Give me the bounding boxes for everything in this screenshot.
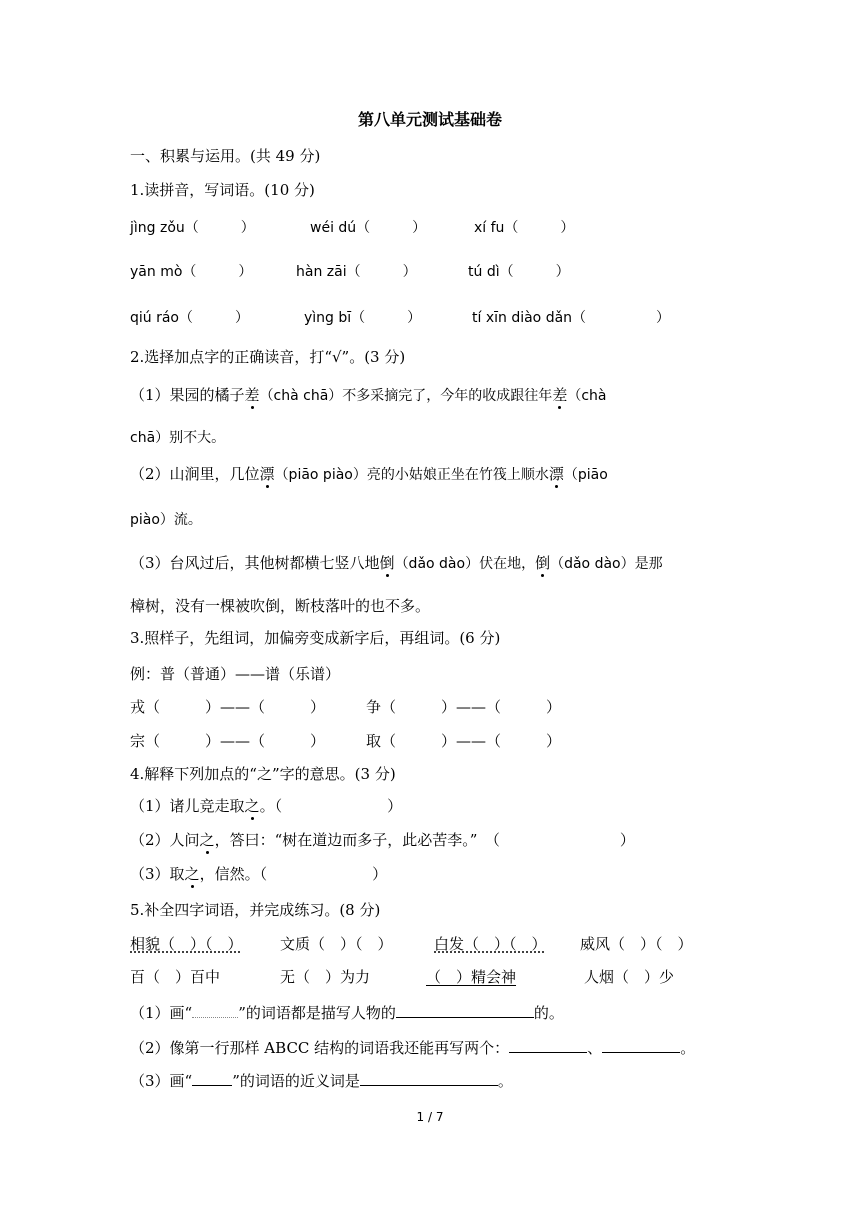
question-2-sentence-2-cont: piào）流。: [130, 512, 202, 528]
word-item: 取（ ）——（ ）: [366, 732, 562, 750]
dotted-char: 差: [552, 386, 568, 404]
idiom-item: 无（ ）为力: [280, 968, 371, 986]
dotted-char: 差: [244, 386, 260, 404]
question-5-heading: 5.补全四字词语，并完成练习。(8 分): [130, 901, 381, 919]
answer-blank[interactable]: [509, 1037, 587, 1053]
word-item: 宗（ ）——（ ）: [130, 732, 326, 750]
question-5-part-1: （1）画“ ”的词语都是描写人物的 的。: [130, 1004, 564, 1022]
idiom-item: 百（ ）百中: [130, 968, 221, 986]
question-3-heading: 3.照样子，先组词，加偏旁变成新字后，再组词。(6 分): [130, 629, 501, 647]
dotted-char: 之: [244, 797, 260, 815]
answer-blank[interactable]: [360, 1070, 498, 1086]
answer-blank[interactable]: [602, 1037, 680, 1053]
pinyin-item: tí xīn diào dǎn（ ）: [472, 310, 671, 326]
question-2-sentence-3: （3）台风过后，其他树都横七竖八地倒（dǎo dào）伏在地，倒（dǎo dào）是那: [130, 554, 663, 572]
pinyin-item: yān mò（ ）: [130, 264, 253, 280]
question-5-part-2: （2）像第一行那样 ABCC 结构的词语我还能再写两个： 、 。: [130, 1039, 696, 1057]
answer-blank[interactable]: [396, 1002, 534, 1018]
question-2-heading: 2.选择加点字的正确读音，打“√”。(3 分): [130, 348, 406, 366]
idiom-item: 文质（ ）（ ）: [280, 935, 393, 953]
pinyin-item: tú dì（ ）: [468, 264, 570, 280]
question-2-sentence-2: （2）山涧里，几位漂（piāo piào）亮的小姑娘正坐在竹筏上顺水漂（piāo: [130, 465, 608, 483]
question-3-example: 例：普（普通）——谱（乐谱）: [130, 665, 341, 683]
pinyin-item: jìng zǒu（ ）: [130, 220, 255, 236]
page-title: 第八单元测试基础卷: [357, 110, 502, 129]
solid-underline-sample: [192, 1070, 232, 1086]
idiom-item: （ ）精会神: [426, 968, 517, 986]
word-item: 戎（ ）——（ ）: [130, 698, 326, 716]
dotted-char: 漂: [548, 465, 564, 483]
dotted-char: 倒: [535, 554, 551, 572]
question-2-sentence-3-cont: 樟树，没有一棵被吹倒，断枝落叶的也不多。: [130, 597, 431, 615]
question-2-sentence-1-cont: chā）别不大。: [130, 430, 226, 446]
dotted-char: 之: [199, 831, 215, 849]
pinyin-item: hàn zāi（ ）: [296, 264, 417, 280]
dotted-char: 漂: [259, 465, 275, 483]
pinyin-item: qiú ráo（ ）: [130, 310, 249, 326]
question-2-sentence-1: （1）果园的橘子差（chà chā）不多采摘完了，今年的收成跟往年差（chà: [130, 386, 607, 404]
dotted-underline-sample: [192, 1002, 238, 1018]
question-4-line-3: （3）取之，信然。（ ）: [130, 865, 388, 883]
question-4-heading: 4.解释下列加点的“之”字的意思。(3 分): [130, 765, 396, 783]
idiom-item: 人烟（ ）少: [584, 968, 675, 986]
pinyin-item: wéi dú（ ）: [310, 220, 427, 236]
section-heading: 一、积累与运用。(共 49 分): [130, 147, 321, 165]
idiom-item: 白发（ ）（ ）: [434, 935, 547, 953]
question-1-heading: 1.读拼音，写词语。(10 分): [130, 181, 315, 199]
page-number: 1 / 7: [416, 1110, 444, 1124]
pinyin-item: xí fu（ ）: [474, 220, 575, 236]
dotted-char: 倒: [379, 554, 395, 572]
question-4-line-2: （2）人问之，答曰：“树在道边而多子，此必苦李。” （ ）: [130, 831, 635, 849]
idiom-item: 威风（ ）（ ）: [580, 935, 693, 953]
question-5-part-3: （3）画“ ”的词语的近义词是 。: [130, 1072, 513, 1090]
idiom-item: 相貌（ ）（ ）: [130, 935, 243, 953]
question-4-line-1: （1）诸儿竞走取之。（ ）: [130, 797, 403, 815]
pinyin-item: yìng bī（ ）: [304, 310, 422, 326]
dotted-char: 之: [184, 865, 200, 883]
word-item: 争（ ）——（ ）: [366, 698, 562, 716]
